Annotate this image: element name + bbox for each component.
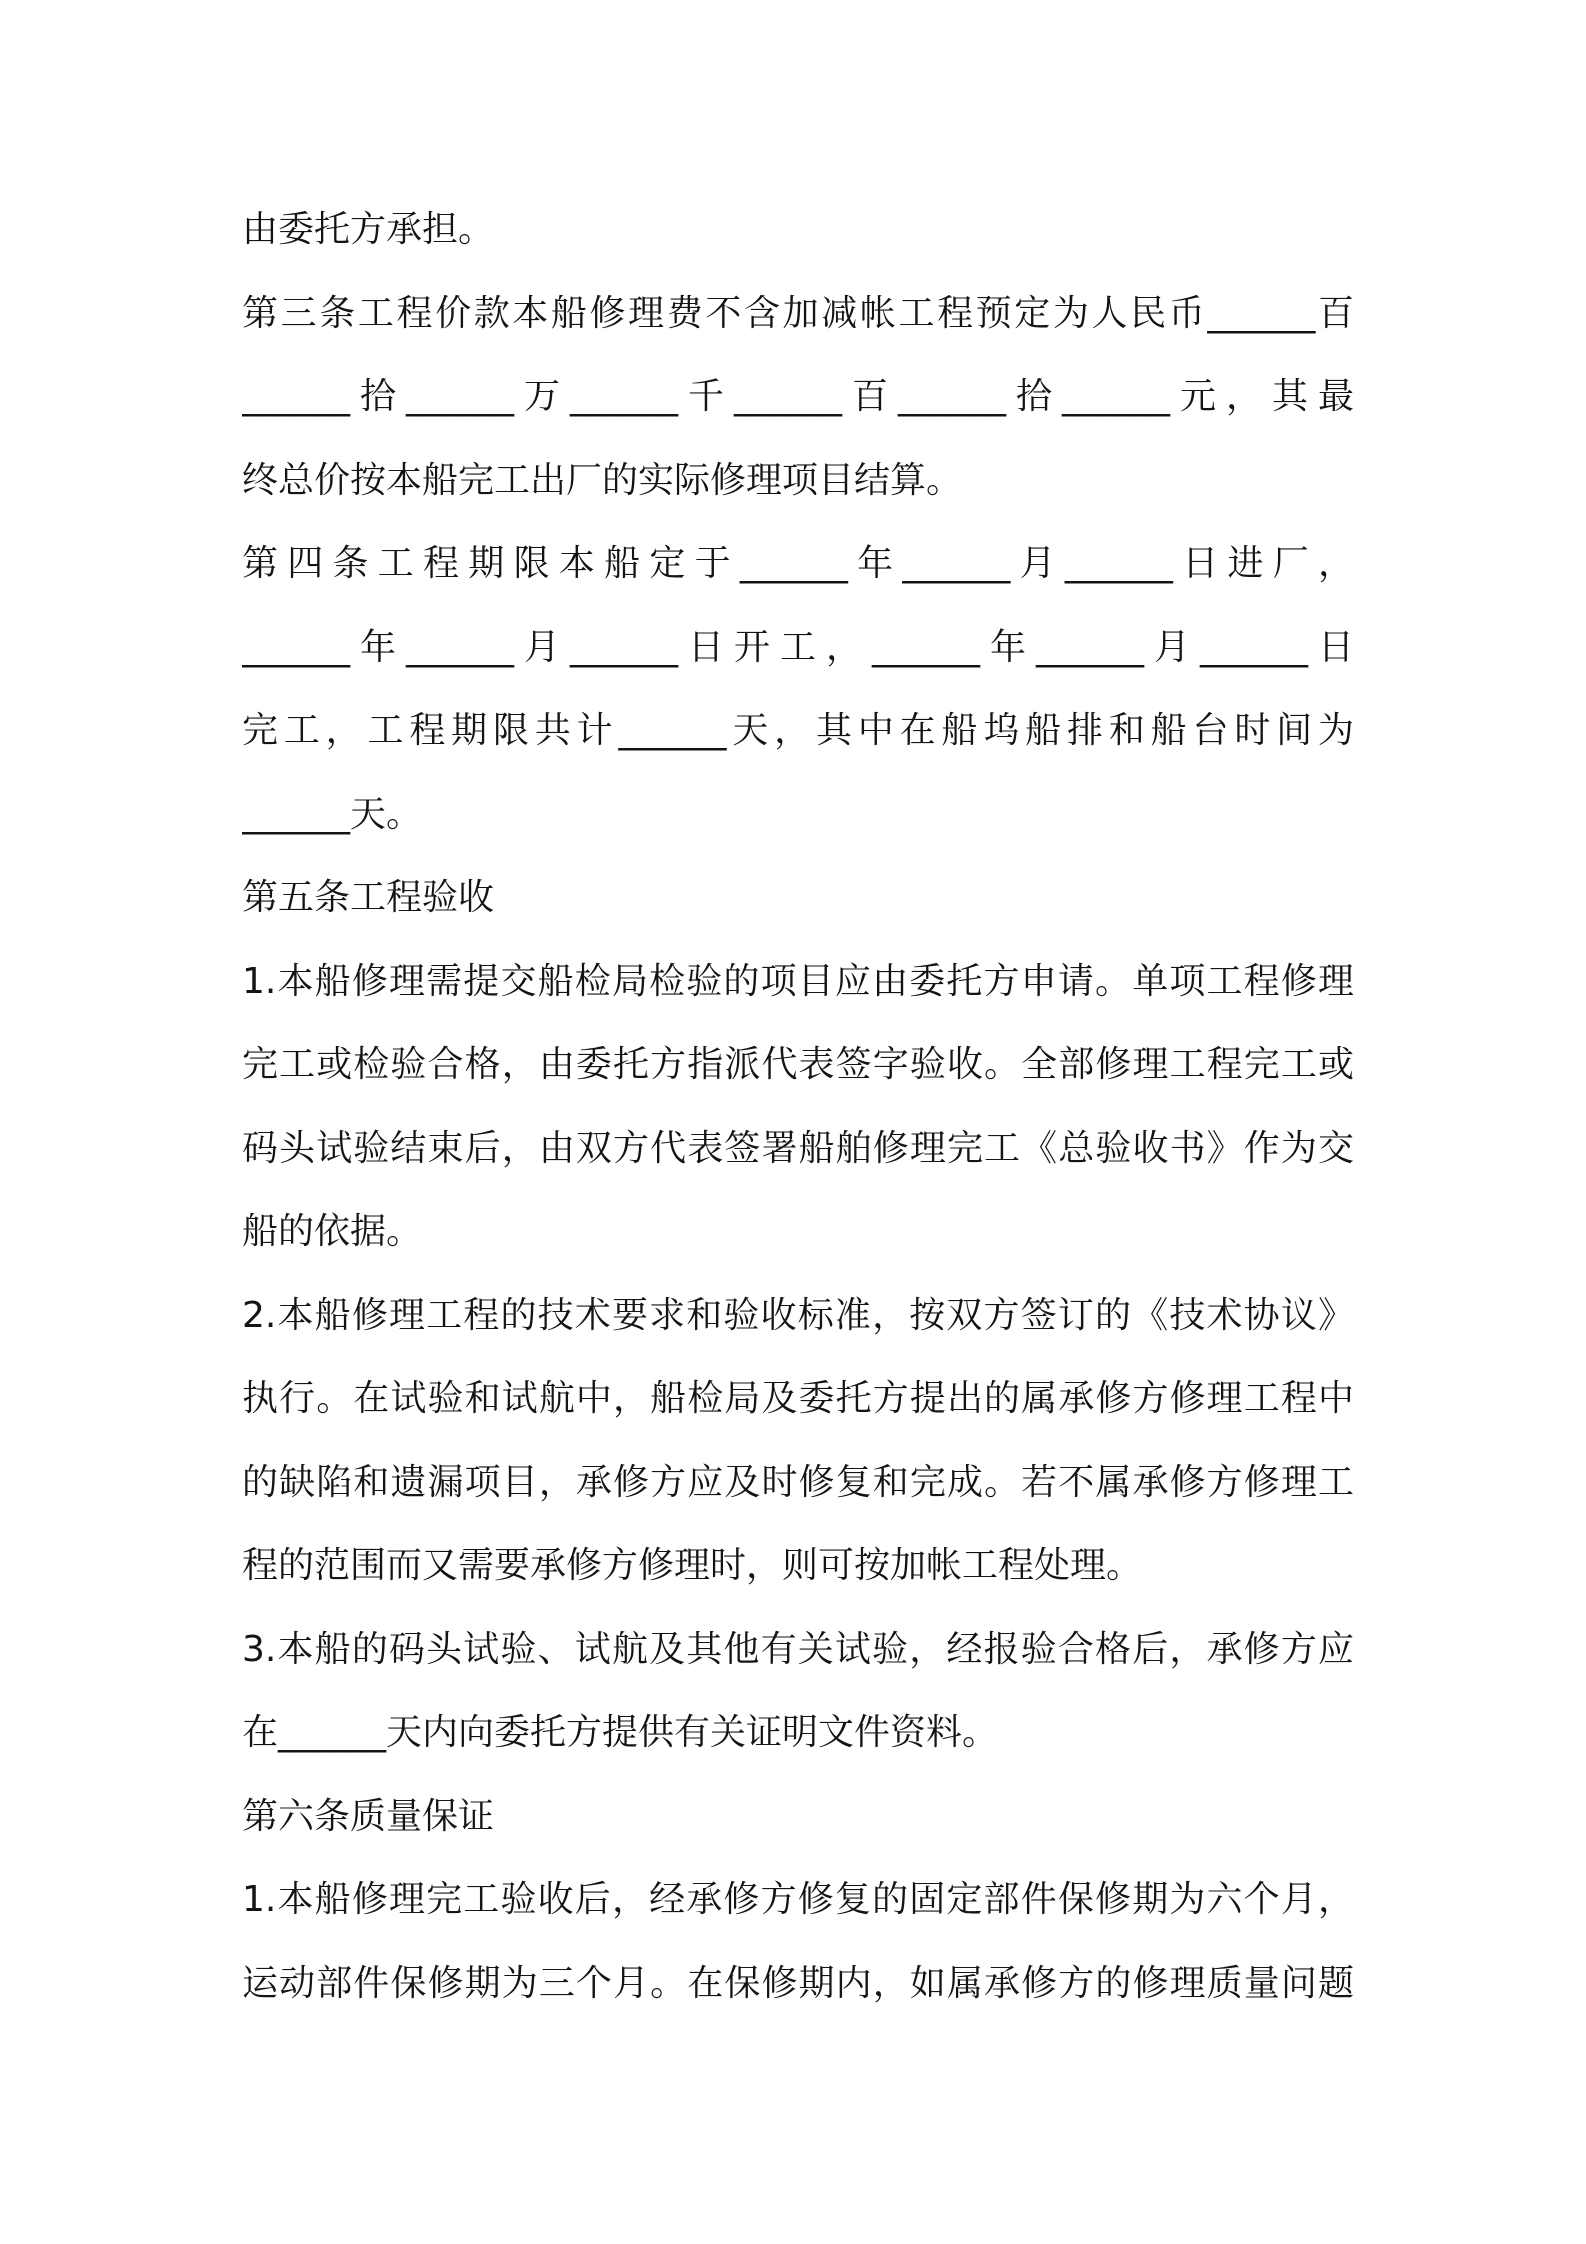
section-heading-article-5: 第五条工程验收 (242, 877, 495, 918)
article-4-schedule-line: 第四条工程期限本船定于______年______月______日进厂， (242, 543, 1354, 584)
article-3-price-line: ______拾______万______千______百______拾______元，其最 (242, 376, 1354, 417)
paragraph-line: 2.本船修理工程的技术要求和验收标准，按双方签订的《技术协议》 (242, 1294, 1354, 1336)
paragraph-line: 在______天内向委托方提供有关证明文件资料。 (242, 1712, 999, 1753)
paragraph-line: 1.本船修理需提交船检局检验的项目应由委托方申请。单项工程修理 (242, 960, 1354, 1002)
article-3-price-line: 第三条工程价款本船修理费不含加减帐工程预定为人民币______百 (242, 292, 1354, 334)
article-3-price-line: 终总价按本船完工出厂的实际修理项目结算。 (242, 459, 963, 501)
contract-text (242, 188, 1354, 2025)
paragraph-line: 3.本船的码头试验、试航及其他有关试验，经报验合格后，承修方应 (242, 1628, 1354, 1670)
article-4-schedule-line: ______年______月______日开工，______年______月______日 (242, 626, 1354, 668)
article-4-schedule-line: 完工，工程期限共计______天，其中在船坞船排和船台时间为 (242, 710, 1354, 751)
paragraph-line: 完工或检验合格，由委托方指派代表签字验收。全部修理工程完工或 (242, 1044, 1354, 1085)
paragraph-line: 1.本船修理完工验收后，经承修方修复的固定部件保修期为六个月， (242, 1879, 1354, 1920)
paragraph-line: 执行。在试验和试航中，船检局及委托方提出的属承修方修理工程中 (242, 1378, 1354, 1419)
section-heading-article-6: 第六条质量保证 (242, 1795, 495, 1837)
paragraph-line: 码头试验结束后，由双方代表签署船舶修理完工《总验收书》作为交 (242, 1127, 1354, 1169)
paragraph-line: 运动部件保修期为三个月。在保修期内，如属承修方的修理质量问题 (242, 1962, 1354, 2004)
paragraph-line: 由委托方承担。 (242, 209, 495, 250)
paragraph-line: 的缺陷和遗漏项目，承修方应及时修复和完成。若不属承修方修理工 (242, 1461, 1354, 1503)
article-4-schedule-line: ______天。 (242, 793, 423, 835)
paragraph-line: 程的范围而又需要承修方修理时，则可按加帐工程处理。 (242, 1545, 1143, 1586)
paragraph-line: 船的依据。 (242, 1211, 423, 1252)
